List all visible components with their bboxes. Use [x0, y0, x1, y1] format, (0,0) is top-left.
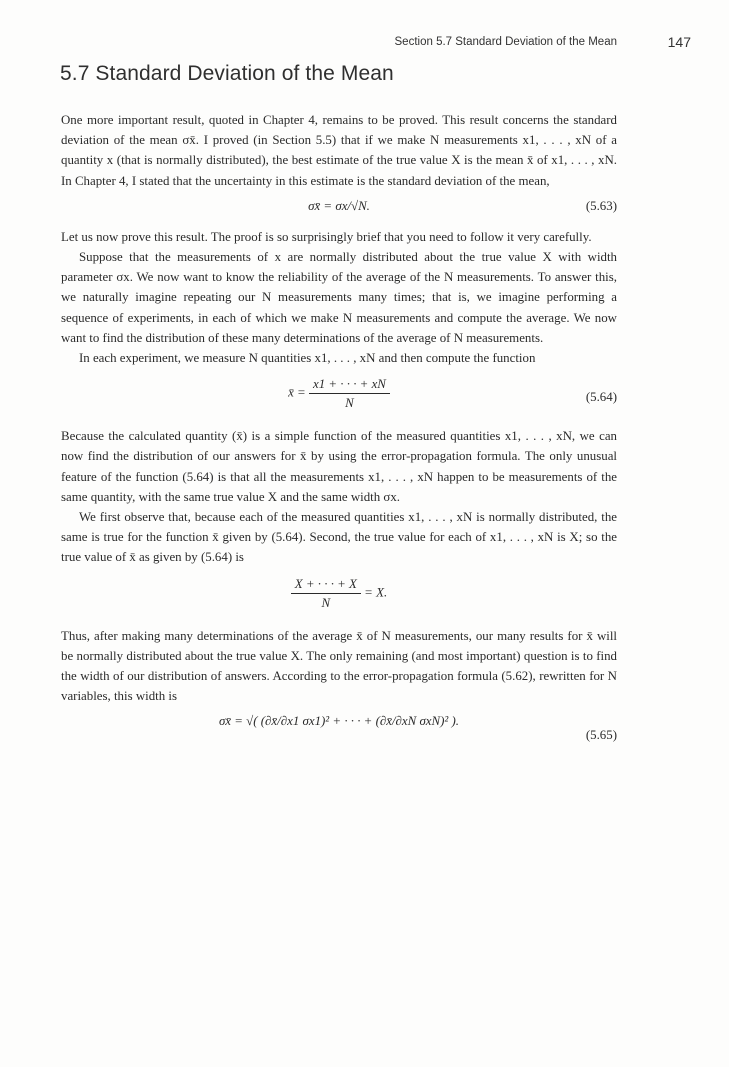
- running-title: Section 5.7 Standard Deviation of the Mean: [394, 36, 617, 48]
- equation-5-63: [61, 196, 617, 222]
- paragraph: One more important result, quoted in Chapter 4, remains to be proved. This result concerns the standard deviation of the mean σx̄. I proved (in Section 5.5) that if we make N measurements x1, . . . , xN of a quantity x (that is normally distributed), the best estimate of the true value X is the mean x̄ of x1, . . . , xN. In Chapter 4, I stated that the uncertainty in this estimate is the standard deviation of the mean,: [61, 113, 617, 188]
- paragraph: Thus, after making many determinations of the average x̄ of N measurements, our many results for x̄ will be normally distributed about the true value X. The only remaining (and most important) question is to find the width of our distribution of answers. According to the error-propagation formula (5.62), rewritten for N variables, this width is: [61, 628, 617, 704]
- section-title: 5.7 Standard Deviation of the Mean: [60, 62, 394, 85]
- equation-lhs: x̄ =: [288, 385, 306, 400]
- equation-content: σx̄ = √( (∂x̄/∂x1 σx1)² + · · · + (∂x̄/∂xN σxN)² ).: [218, 714, 460, 729]
- fraction-denominator: N: [345, 396, 354, 411]
- running-header: [0, 34, 729, 54]
- paragraph: Suppose that the measurements of x are normally distributed about the true value X with width parameter σx. We now want to know the reliability of the average of the N measurements. To answer this, we naturally imagine repeating our N measurements many times; that is, we imagine performing a sequence of experiments, in each of which we make N measurements and compute the average. We now want to find the distribution of these many determinations of the average of N measurements.: [61, 250, 617, 345]
- equation-content: σx̄ = σx/√N.: [308, 198, 370, 213]
- equation-true-value: [61, 573, 617, 621]
- page-number: 147: [667, 34, 691, 50]
- equation-rhs: = X.: [364, 585, 388, 600]
- equation-number: (5.63): [585, 198, 617, 213]
- paragraph: We first observe that, because each of the measured quantities x1, . . . , xN is normally distributed, the same is true for the function x̄ given by (5.64). Second, the true value for each of x1, . . . , xN is X; so the true value of x̄ as given by (5.64) is: [61, 510, 617, 565]
- equation-5-64: [61, 373, 617, 421]
- paragraph: In each experiment, we measure N quantities x1, . . . , xN and then compute the function: [79, 351, 536, 366]
- page-body: [61, 110, 617, 762]
- fraction: [309, 375, 390, 412]
- paragraph: Because the calculated quantity (x̄) is a simple function of the measured quantities x1, . . . , xN, we can now find the distribution of our answers for x̄ by using the error-propagation formula. The only unusual feature of the function (5.64) is that all the measurements x1, . . . , xN happen to be measurements of the same quantity, with the same true value X and the same width σx.: [61, 429, 617, 504]
- fraction-denominator: N: [321, 595, 331, 610]
- paragraph: Let us now prove this result. The proof is so surprisingly brief that you need to follow it very carefully.: [61, 229, 592, 244]
- fraction: [291, 575, 361, 612]
- fraction-numerator: x1 + · · · + xN: [309, 375, 390, 394]
- fraction-numerator: X + · · · + X: [291, 575, 361, 594]
- equation-5-65: [61, 711, 617, 757]
- equation-number: (5.64): [585, 390, 617, 405]
- equation-number: (5.65): [585, 728, 617, 743]
